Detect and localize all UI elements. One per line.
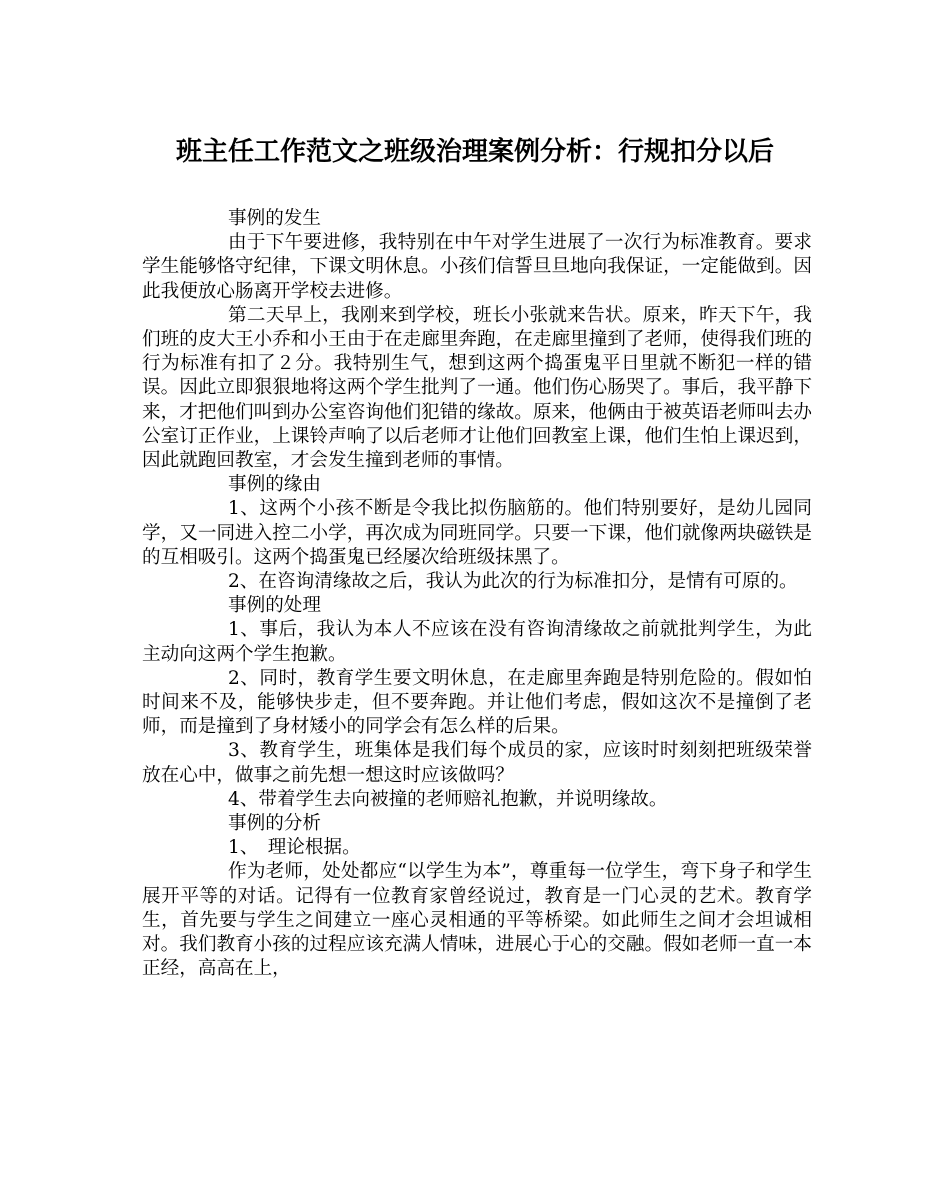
body-paragraph: 3、教育学生，班集体是我们每个成员的家，应该时时刻刻把班级荣誉放在心中，做事之前先想一想这时应该做吗？ (142, 740, 812, 786)
document-title: 班主任工作范文之班级治理案例分析：行规扣分以后 (175, 137, 774, 167)
body-paragraph: 1、 理论根据。 (228, 837, 361, 859)
body-paragraph: 4、带着学生去向被撞的老师赔礼抱歉，并说明缘故。 (228, 788, 668, 810)
section-heading-analysis: 事例的分析 (228, 813, 321, 835)
section-heading-occurrence: 事例的发生 (228, 208, 321, 229)
document-body (142, 207, 812, 982)
body-paragraph: 由于下午要进修，我特别在中午对学生进展了一次行为标准教育。要求学生能够恪守纪律，下课文明休息。小孩们信誓旦旦地向我保证，一定能做到。因此我便放心肠离开学校去进修。 (142, 232, 812, 302)
body-paragraph: 第二天早上，我刚来到学校，班长小张就来告状。原来，昨天下午，我们班的皮大王小乔和小王由于在走廊里奔跑，在走廊里撞到了老师，使得我们班的行为标准有扣了２分。我特别生气，想到这两个捣蛋鬼平日里就不断犯一样的错误。因此立即狠狠地将这两个学生批判了一通。他们伤心肠哭了。事后，我平静下来，才把他们叫到办公室咨询他们犯错的缘故。原来，他俩由于被英语老师叫去办公室订正作业，上课铃声响了以后老师才让他们回教室上课，他们生怕上课迟到，因此就跑回教室，才会发生撞到老师的事情。 (142, 304, 812, 472)
body-paragraph: 1、这两个小孩不断是令我比拟伤脑筋的。他们特别要好，是幼儿园同学，又一同进入控二小学，再次成为同班同学。只要一下课，他们就像两块磁铁是的互相吸引。这两个捣蛋鬼已经屡次给班级抹黑了。 (142, 498, 812, 568)
section-heading-cause: 事例的缘由 (228, 474, 321, 496)
body-paragraph: 作为老师，处处都应“以学生为本”，尊重每一位学生，弯下身子和学生展开平等的对话。记得有一位教育家曾经说过，教育是一门心灵的艺术。教育学生，首先要与学生之间建立一座心灵相通的平等桥梁。如此师生之间才会坦诚相对。我们教育小孩的过程应该充满人情味，进展心于心的交融。假如老师一直一本正经，高高在上， (142, 861, 812, 980)
body-paragraph: 2、同时，教育学生要文明休息，在走廊里奔跑是特别危险的。假如怕时间来不及，能够快步走，但不要奔跑。并让他们考虑，假如这次不是撞倒了老师，而是撞到了身材矮小的同学会有怎么样的后果。 (142, 667, 812, 738)
section-heading-handling: 事例的处理 (228, 595, 321, 617)
body-paragraph: 1、事后，我认为本人不应该在没有咨询清缘故之前就批判学生，为此主动向这两个学生抱歉。 (142, 619, 812, 665)
body-paragraph: 2、在咨询清缘故之后，我认为此次的行为标准扣分，是情有可原的。 (228, 571, 798, 593)
